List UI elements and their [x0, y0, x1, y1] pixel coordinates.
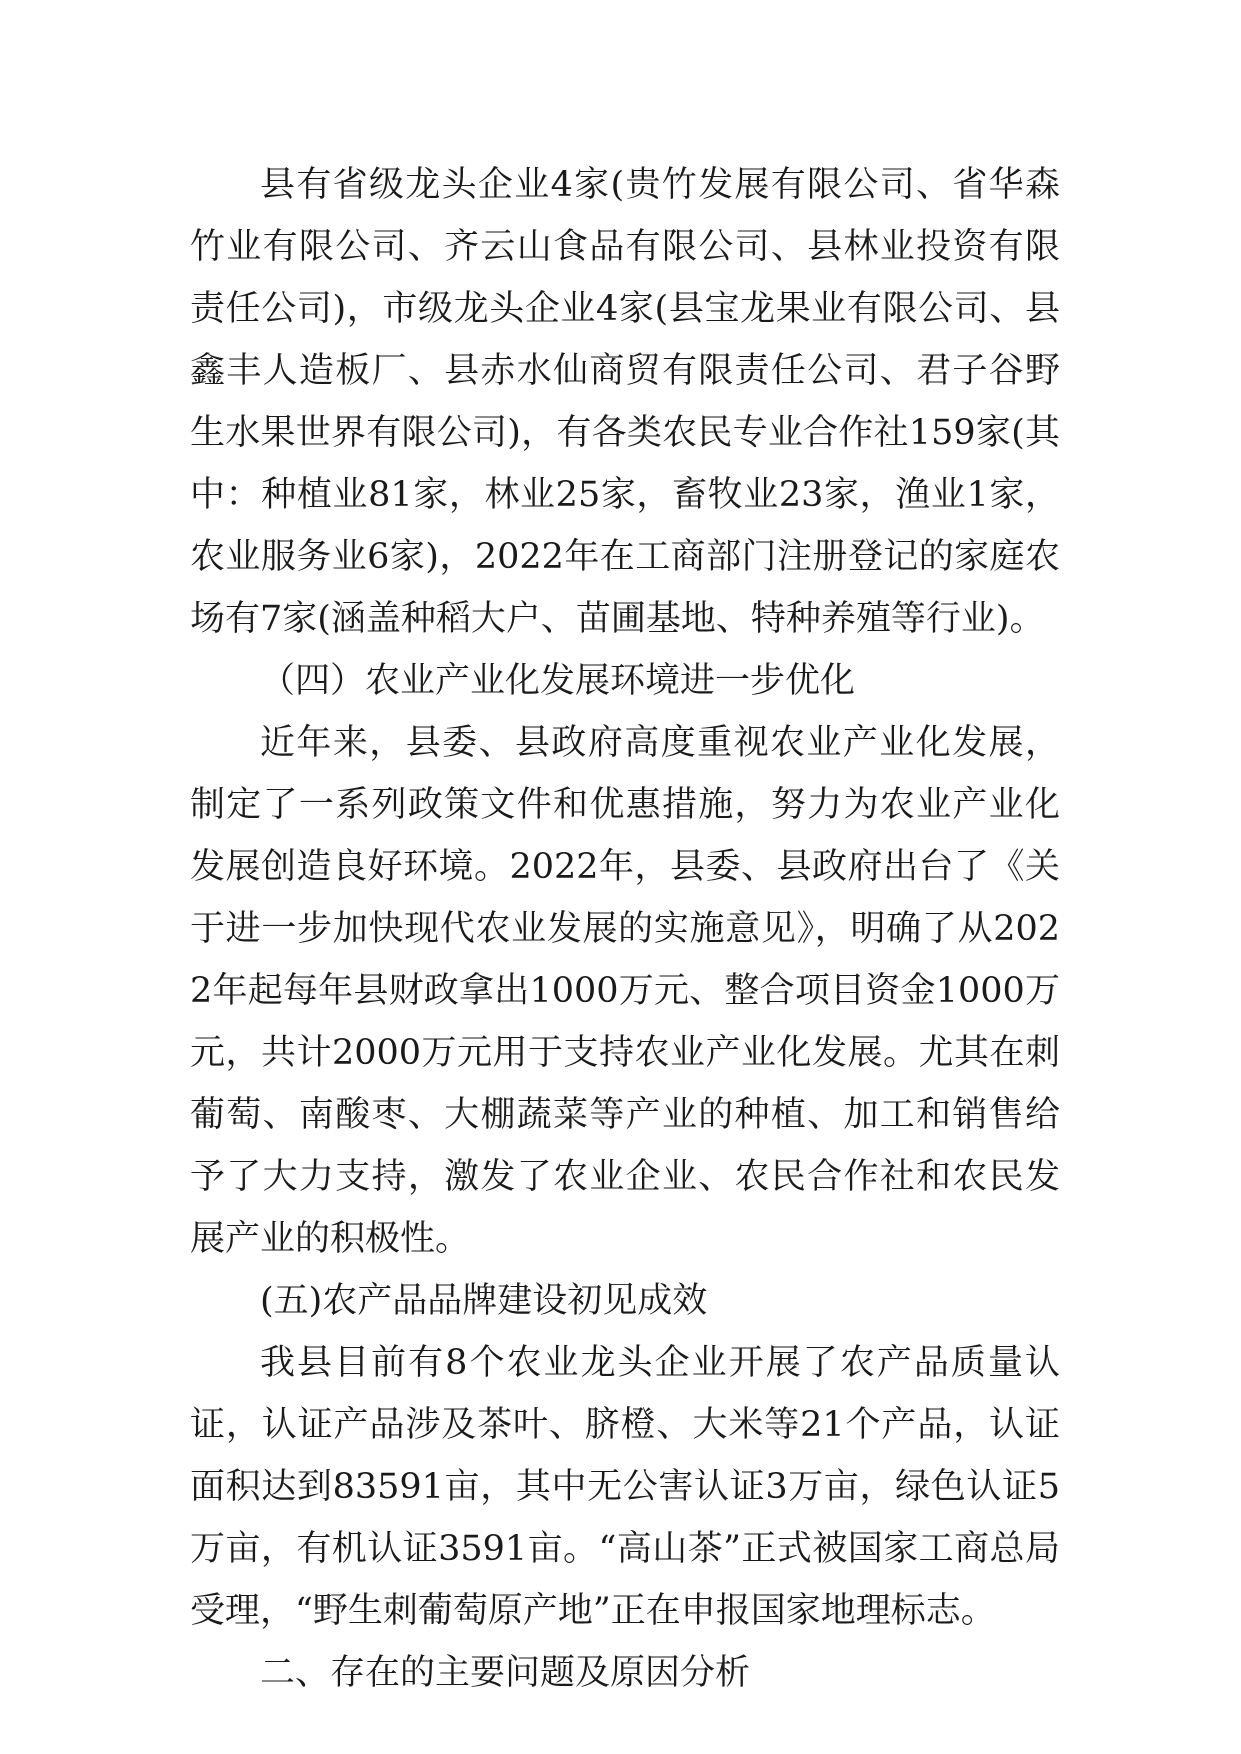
document-page [190, 154, 1060, 1704]
section-heading-problems: 二、存在的主要问题及原因分析 [260, 1653, 751, 1693]
section-heading-5: (五)农产品品牌建设初见成效 [260, 1281, 708, 1321]
paragraph-environment: 近年来，县委、县政府高度重视农业产业化发展，制定了一系列政策文件和优惠措施，努力为农业产业化发展创造良好环境。2022年，县委、县政府出台了《关于进一步加快现代农业发展的实施意见》，明确了从2022年起每年县财政拿出1000万元、整合项目资金1000万元，共计2000万元用于支持农业产业化发展。尤其在刺葡萄、南酸枣、大棚蔬菜等产业的种植、加工和销售给予了大力支持，激发了农业企业、农民合作社和农民发展产业的积极性。 [190, 723, 1060, 1259]
paragraph-enterprises: 县有省级龙头企业4家(贵竹发展有限公司、省华森竹业有限公司、齐云山食品有限公司、县林业投资有限责任公司)，市级龙头企业4家(县宝龙果业有限公司、县鑫丰人造板厂、县赤水仙商贸有限责任公司、君子谷野生水果世界有限公司)，有各类农民专业合作社159家(其中：种植业81家，林业25家，畜牧业23家，渔业1家，农业服务业6家)，2022年在工商部门注册登记的家庭农场有7家(涵盖种稻大户、苗圃基地、特种养殖等行业)。 [190, 165, 1060, 639]
section-heading-4: （四）农业产业化发展环境进一步优化 [260, 661, 856, 701]
paragraph-brand: 我县目前有8个农业龙头企业开展了农产品质量认证，认证产品涉及茶叶、脐橙、大米等21个产品，认证面积达到83591亩，其中无公害认证3万亩，绿色认证5万亩，有机认证3591亩。“高山茶”正式被国家工商总局受理，“野生刺葡萄原产地”正在申报国家地理标志。 [190, 1343, 1060, 1631]
